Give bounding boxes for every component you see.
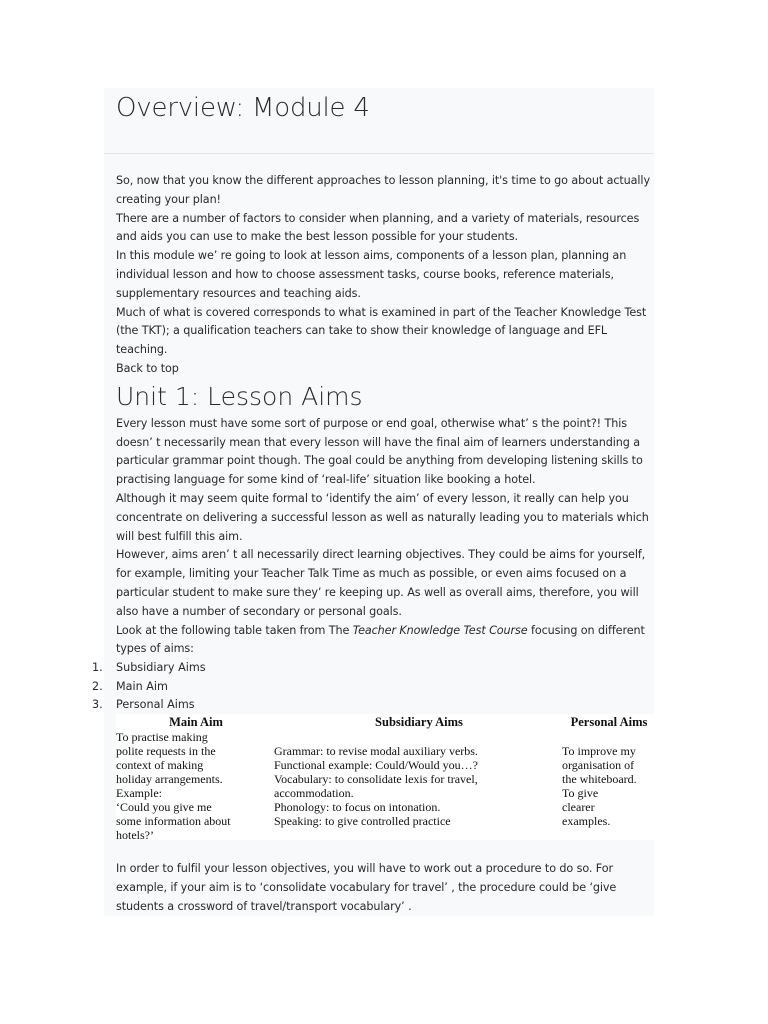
table-line: accommodation.: [274, 786, 354, 800]
overview-paragraph-4: Much of what is covered corresponds to what is examined in part of the Teacher Knowledge Test (the TKT); a qualification teachers can take to show their knowledge of language and EFL teaching.: [116, 305, 647, 357]
back-to-top-link[interactable]: Back to top: [116, 361, 179, 375]
list-item: 2. Main Aim: [92, 679, 168, 693]
overview-paragraph-3: In this module we’ re going to look at lesson aims, components of a lesson plan, planning an individual lesson and how to choose assessment tasks, course books, reference materials, supplementary resources and teaching aids.: [116, 249, 627, 300]
closing-paragraph: In order to fulfil your lesson objectives, you will have to work out a procedure to do so. For example, if your aim is to ‘consolidate vocabulary for travel’ , the procedure could be ‘give students a crossword of travel/transport vocabulary’ .: [116, 862, 617, 913]
table-line: Functional example: Could/Would you…?: [274, 758, 479, 772]
table-line: holiday arrangements.: [116, 772, 223, 786]
aim-types-list: [92, 659, 654, 715]
subsidiary-aims-column: [274, 714, 564, 828]
main-aim-column: [116, 714, 276, 842]
table-line: To improve my: [562, 744, 636, 758]
personal-aims-text: [562, 730, 656, 828]
closing-content: [116, 860, 654, 916]
subsidiary-aims-header: Subsidiary Aims: [375, 715, 463, 729]
table-line: Speaking: to give controlled practice: [274, 814, 451, 828]
subsidiary-aims-text: [274, 730, 564, 828]
table-intro: Look at the following table taken from The Teacher Knowledge Test Course focusing on different types of aims:: [116, 623, 645, 656]
page-title: Overview: Module 4: [116, 93, 370, 123]
aims-table: [116, 714, 656, 840]
list-item: 3. Personal Aims: [92, 698, 195, 712]
unit-paragraph-3: However, aims aren’ t all necessarily direct learning objectives. They could be aims for yourself, for example, limiting your Teacher Talk Time as much as possible, or even aims focused on a particular student to make sure they’ re keeping up. As well as overall aims, therefore, you will also have a number of secondary or personal goals.: [116, 548, 646, 618]
table-line: To practise making: [116, 730, 208, 744]
table-line: some information about: [116, 814, 231, 828]
table-line: clearer: [562, 800, 595, 814]
main-aim-header: Main Aim: [169, 715, 223, 729]
main-aim-text: [116, 730, 276, 842]
personal-aims-column: [562, 714, 656, 828]
unit-title: Unit 1: Lesson Aims: [116, 381, 363, 411]
table-line: polite requests in the: [116, 744, 216, 758]
table-line: hotels?’: [116, 828, 154, 842]
table-line: To give: [562, 786, 599, 800]
personal-aims-header: Personal Aims: [570, 715, 648, 729]
table-line: context of making: [116, 758, 204, 772]
unit-paragraph-2: Although it may seem quite formal to ‘identify the aim’ of every lesson, it really can help you concentrate on delivering a successful lesson as well as naturally leading you to materials which will best fulfill this aim.: [116, 491, 649, 543]
table-line: ‘Could you give me: [116, 800, 212, 814]
list-item: 1. Subsidiary Aims: [92, 661, 206, 675]
overview-paragraph-2: There are a number of factors to consider when planning, and a variety of materials, resources and aids you can use to make the best lesson possible for your students.: [116, 211, 640, 244]
unit-paragraph-1: Every lesson must have some sort of purpose or end goal, otherwise what’ s the point?! This doesn’ t necessarily mean that every lesson will have the final aim of learners understanding a particular grammar point though. The goal could be anything from developing listening skills to practising language for some kind of ‘real-life’ situation like booking a hotel.: [116, 416, 643, 487]
table-line: Example:: [116, 786, 162, 800]
overview-paragraph-1: So, now that you know the different approaches to lesson planning, it's time to go about actually creating your plan!: [116, 174, 650, 206]
main-content: [92, 88, 654, 715]
table-line: Grammar: to revise modal auxiliary verbs.: [274, 744, 478, 758]
table-line: the whiteboard.: [562, 772, 637, 786]
book-title: Teacher Knowledge Test Course: [352, 623, 528, 637]
table-line: Vocabulary: to consolidate lexis for travel,: [274, 772, 478, 786]
table-line: organisation of: [562, 758, 635, 772]
table-line: Phonology: to focus on intonation.: [274, 800, 441, 814]
table-line: examples.: [562, 814, 611, 828]
